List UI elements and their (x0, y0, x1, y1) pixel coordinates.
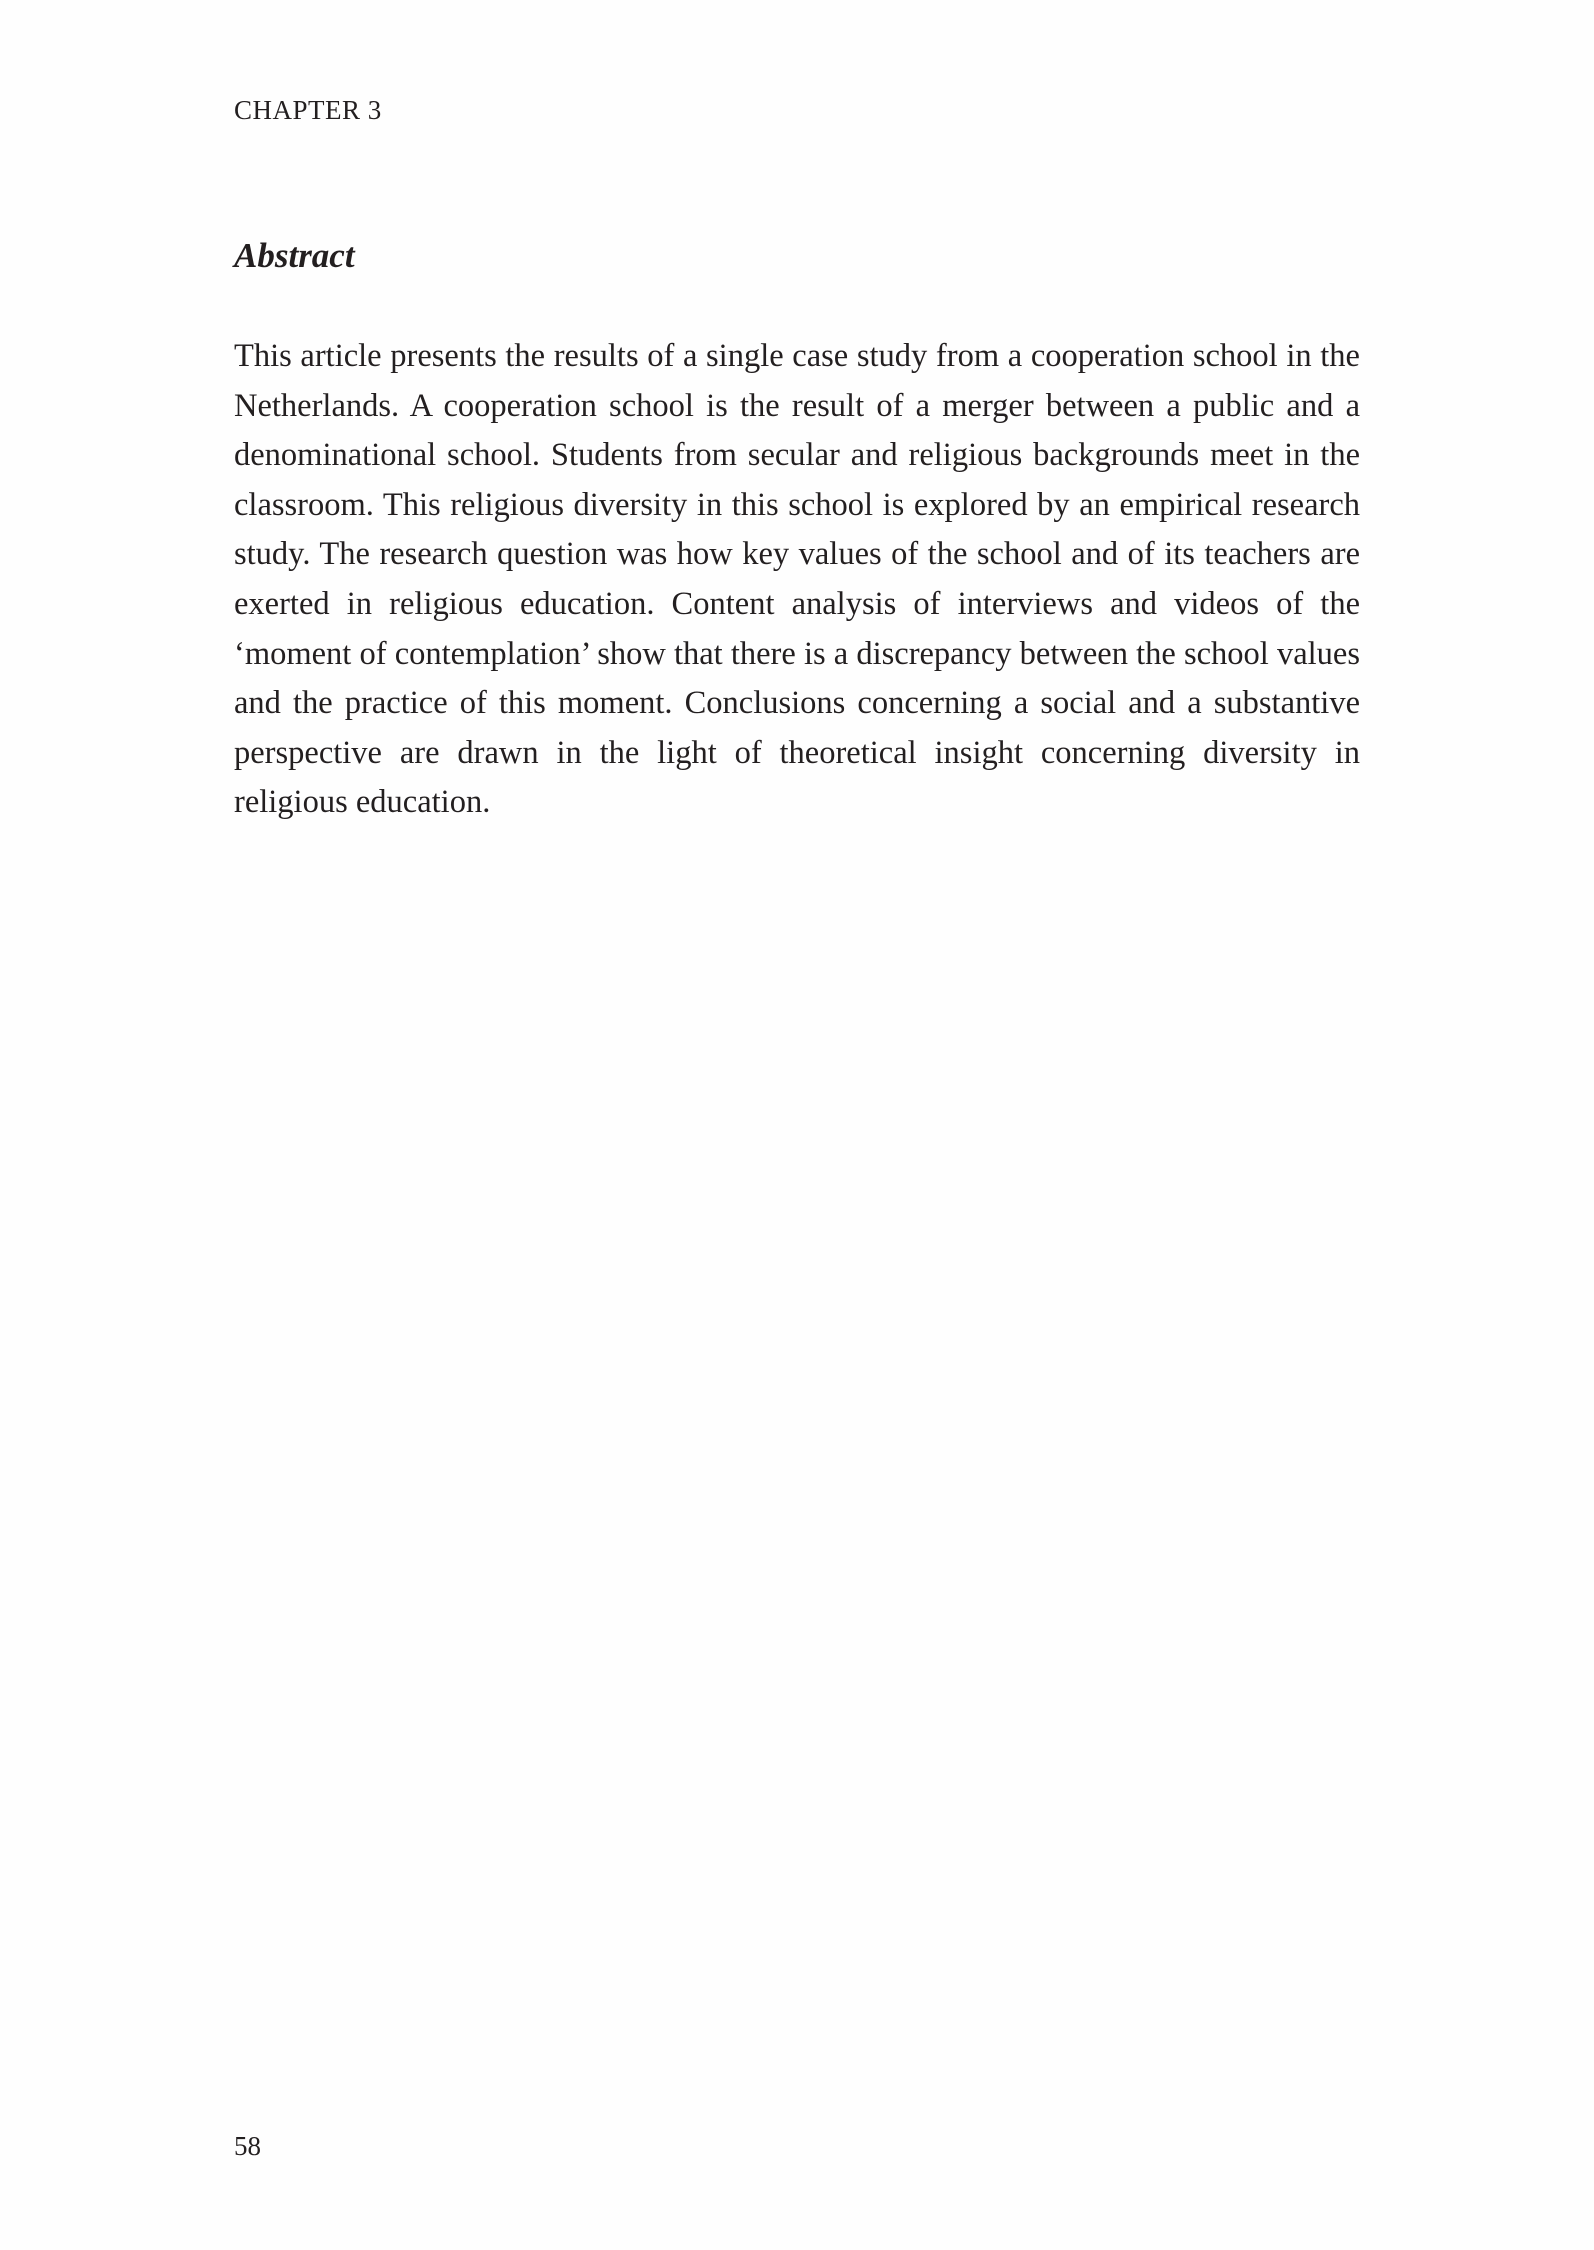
page-number: 58 (234, 2131, 261, 2161)
abstract-paragraph: This article presents the results of a single case study from a cooperation school in the Netherlands. A cooperation school is the result of a merger between a public and a denominational school. Students from secular and religious backgrounds meet in the classroom. This religious diversity in this school is explored by an empirical research study. The research question was how key values of the school and of its teachers are exerted in religious education. Content analysis of interviews and videos of the ‘moment of contemplation’ show that there is a discrepancy between the school values and the practice of this moment. Conclusions concerning a social and a substantive perspective are drawn in the light of theoretical insight concerning diversity in religious education. (234, 338, 1360, 821)
section-heading: Abstract (234, 236, 355, 275)
running-header: CHAPTER 3 (234, 95, 382, 125)
